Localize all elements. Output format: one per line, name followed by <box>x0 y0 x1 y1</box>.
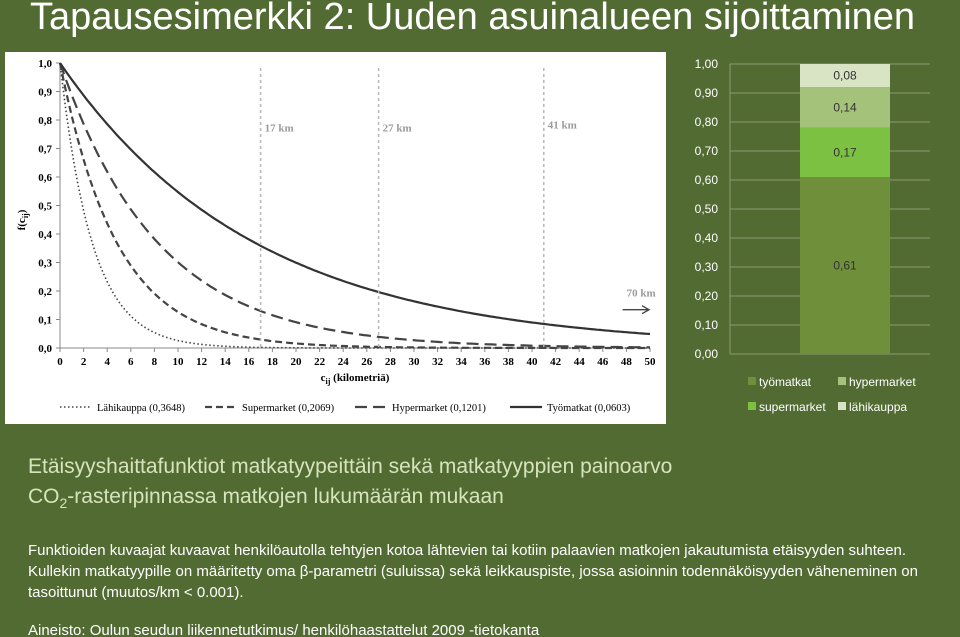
y-axis-label <box>16 209 30 230</box>
x-tick-label: 10 <box>172 356 184 368</box>
series-line-2 <box>60 63 650 347</box>
cutoff-label-2: 41 km <box>547 119 577 132</box>
series-line-3 <box>60 63 650 334</box>
trip-weight-svg <box>680 52 950 424</box>
legend-label-0: Lähikauppa (0,3648) <box>97 403 186 414</box>
x-tick-label: 34 <box>455 356 467 368</box>
decay-function-svg <box>5 52 666 424</box>
x-tick-label: 44 <box>573 356 585 368</box>
x-tick-label: 36 <box>479 356 491 368</box>
y-axis-label-close: ) <box>16 209 28 214</box>
legend-label-hypermarket: hypermarket <box>849 375 916 389</box>
y-tick-label: 0,2 <box>38 286 52 298</box>
bar-label-työmatkat: 0,61 <box>833 258 857 273</box>
y-tick-label: 0,80 <box>694 115 718 129</box>
y-tick-label: 0,1 <box>38 314 52 327</box>
x-tick-label: 42 <box>550 356 562 368</box>
x-tick-label: 2 <box>80 356 87 368</box>
y-tick-label: 1,0 <box>38 58 52 70</box>
x-tick-label: 28 <box>384 356 396 368</box>
series-line-0 <box>60 63 650 348</box>
y-tick-label: 0,50 <box>694 202 718 216</box>
x-tick-label: 4 <box>104 356 110 368</box>
legend-swatch-lähikauppa <box>838 402 846 410</box>
x-axis-label-main: c <box>320 372 326 384</box>
legend-label-työmatkat: työmatkat <box>759 375 812 389</box>
source-text: Aineisto: Oulun seudun liikennetutkimus/ henkilöhaastattelut 2009 -tietokanta <box>28 622 540 637</box>
x-axis-label <box>321 372 390 386</box>
description-text: Funktioiden kuvaajat kuvaavat henkilöautolla tehtyjen kotoa lähtevien tai kotiin palaavien matkojen jakautumista etäisyyden suhteen. Kullekin matkatyypille on määritetty oma β-parametri (suluissa) sekä leikkauspiste, jossa asioinnin todennäköisyyden väheneminen on tasoittunut (muutos/km < 0.001). <box>28 542 918 601</box>
y-tick-label: 0,7 <box>38 143 52 156</box>
legend-label-3: Työmatkat (0,0603) <box>547 403 631 414</box>
trip-weight-chart <box>680 52 950 424</box>
y-tick-label: 0,30 <box>694 260 718 274</box>
cutoff-label-0: 17 km <box>264 122 294 135</box>
legend-label-1: Supermarket (0,2069) <box>242 403 335 414</box>
x-tick-label: 48 <box>620 356 632 368</box>
y-axis-label-sub: ij <box>21 213 30 219</box>
y-tick-label: 0,8 <box>38 115 52 127</box>
x-tick-label: 26 <box>361 356 373 368</box>
y-tick-label: 0,4 <box>38 229 52 241</box>
y-tick-label: 0,5 <box>38 200 52 213</box>
x-tick-label: 30 <box>408 356 420 368</box>
y-tick-label: 0,90 <box>694 86 718 100</box>
x-tick-label: 16 <box>243 356 255 368</box>
y-tick-label: 0,70 <box>694 144 718 158</box>
x-axis-label-rest: (kilometriä) <box>330 372 390 384</box>
legend-swatch-hypermarket <box>838 377 846 385</box>
x-tick-label: 46 <box>597 356 609 368</box>
x-tick-label: 38 <box>502 356 514 368</box>
x-tick-label: 22 <box>314 356 326 368</box>
x-tick-label: 50 <box>644 356 656 368</box>
x-tick-label: 0 <box>57 356 63 368</box>
y-tick-label: 0,20 <box>694 289 718 303</box>
y-tick-label: 0,3 <box>38 257 52 270</box>
y-tick-label: 0,00 <box>694 347 718 361</box>
y-tick-label: 0,40 <box>694 231 718 245</box>
legend-label-supermarket: supermarket <box>759 400 826 414</box>
y-tick-label: 0,0 <box>38 343 52 355</box>
legend-swatch-supermarket <box>748 402 756 410</box>
y-axis-label-main: f(c <box>16 218 28 231</box>
legend-label-2: Hypermarket (0,1201) <box>392 403 486 414</box>
y-tick-label: 0,6 <box>38 172 52 184</box>
decay-function-chart <box>5 52 666 424</box>
x-tick-label: 14 <box>219 356 231 368</box>
x-tick-label: 20 <box>290 356 302 368</box>
cutoff-label-3: 70 km <box>626 287 656 300</box>
x-tick-label: 12 <box>196 356 208 368</box>
y-tick-label: 0,9 <box>38 86 52 99</box>
caption-subscript: 2 <box>59 495 68 511</box>
chart-caption <box>28 452 928 512</box>
x-tick-label: 24 <box>337 356 349 368</box>
cutoff-label-1: 27 km <box>382 122 412 135</box>
series-line-1 <box>60 63 650 348</box>
bar-label-hypermarket: 0,14 <box>833 100 857 115</box>
x-tick-label: 8 <box>151 356 158 368</box>
bar-label-supermarket: 0,17 <box>833 145 857 160</box>
slide-title: Tapausesimerkki 2: Uuden asuinalueen sijoittaminen <box>30 0 916 38</box>
bar-label-lähikauppa: 0,08 <box>833 68 857 83</box>
caption-line-2 <box>28 482 928 512</box>
legend-swatch-työmatkat <box>748 377 756 385</box>
x-tick-label: 6 <box>128 356 134 368</box>
y-tick-label: 0,60 <box>694 173 718 187</box>
caption-co: CO <box>28 485 60 508</box>
y-tick-label: 0,10 <box>694 318 718 332</box>
x-tick-label: 18 <box>266 356 278 368</box>
x-axis-label-sub: ij <box>325 377 331 386</box>
caption-rest: -rasteripinnassa matkojen lukumäärän mukaan <box>67 485 504 508</box>
x-tick-label: 40 <box>526 356 538 368</box>
caption-line-1: Etäisyyshaittafunktiot matkatyypeittäin sekä matkatyyppien painoarvo <box>28 455 673 478</box>
legend-label-lähikauppa: lähikauppa <box>849 400 908 414</box>
x-tick-label: 32 <box>432 356 444 368</box>
y-tick-label: 1,00 <box>694 57 718 71</box>
